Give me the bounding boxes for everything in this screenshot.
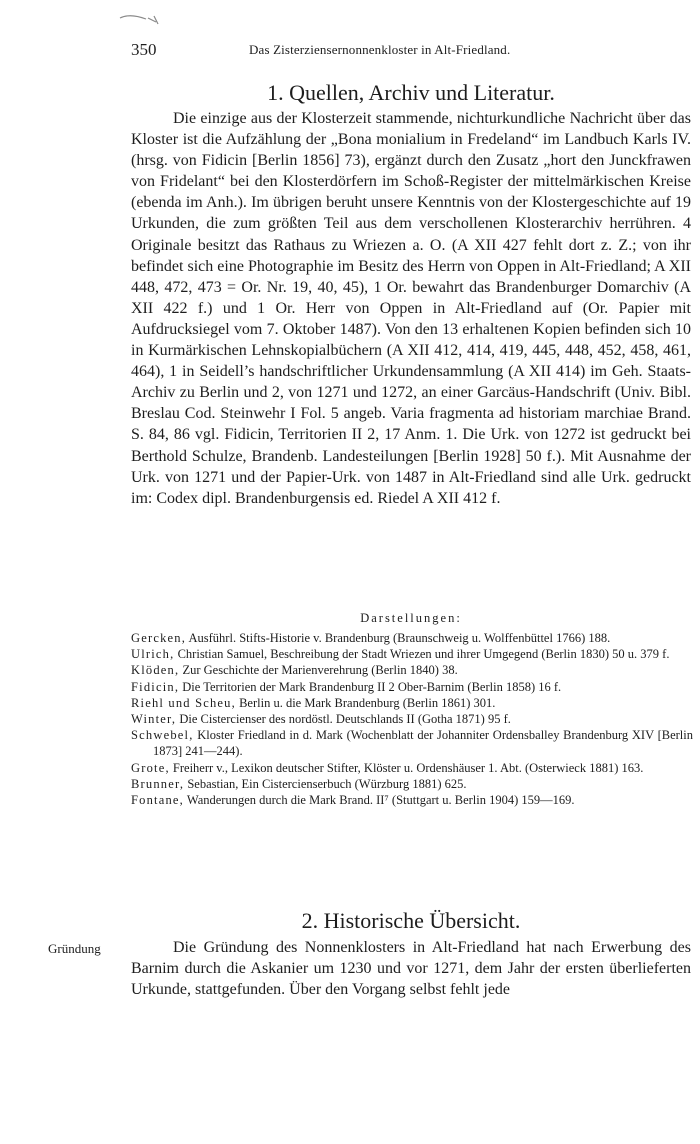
section-heading-sources: 1. Quellen, Archiv und Literatur. [267, 80, 555, 105]
bibliography-text: Ausführl. Stifts-Historie v. Brandenburg (Braunschweig u. Wolffenbüttel 1766) 188. [186, 631, 611, 645]
bibliography-author: Fontane, [131, 793, 184, 808]
bibliography-author: Brunner, [131, 776, 185, 791]
bibliography-author: Gercken, [131, 631, 187, 645]
margin-note-gruendung: Gründung [48, 941, 101, 956]
scan-smudge-mark [118, 10, 168, 28]
bibliography-text: Christian Samuel, Beschreibung der Stadt Wriezen und ihrer Umgegend (Berlin 1830) 50 u. 379 f. [174, 647, 670, 662]
bibliography-text: Freiherr v., Lexikon deutscher Stifter, Klöster u. Ordenshäuser 1. Abt. (Osterwieck 1881) 163. [169, 760, 644, 775]
bibliography-text: Berlin u. die Mark Brandenburg (Berlin 1861) 301. [235, 695, 496, 710]
bibliography-entry [131, 727, 693, 759]
bibliography-list [131, 630, 693, 808]
bibliography-entry [131, 662, 693, 678]
bibliography-entry [131, 760, 693, 776]
running-title: Das Zisterziensernonnenkloster in Alt-Friedland. [249, 42, 511, 57]
bibliography-entry [131, 679, 693, 695]
bibliography-author: Schwebel, [131, 728, 194, 743]
bibliography-author: Grote, [131, 760, 170, 775]
bibliography-entry [131, 630, 693, 646]
sources-paragraph [131, 108, 691, 509]
bibliography-author: Riehl und Scheu, [131, 695, 236, 710]
bibliography-entry [131, 695, 693, 711]
bibliography-text: Die Cistercienser des nordöstl. Deutschlands II (Gotha 1871) 95 f. [176, 712, 511, 727]
section-heading-history: 2. Historische Übersicht. [301, 908, 521, 933]
sources-paragraph-text: Die einzige aus der Klosterzeit stammende, nichturkundliche Nachricht über das Kloster ist die Aufzählung der „Bona monialium in Fredeland“ im Landbuch Karls IV. (hrsg. von Fidicin [Berlin 1856] 73), ergänzt durch den Zusatz „hort den Junckfrawen von Fridelant“ bei den Klosterdörfern im Schoß-Register der mittelmärkischen Kreise (ebenda im Anh.). Im übrigen beruht unsere Kenntnis von der Klostergeschichte auf 19 Urkunden, die zum größten Teil aus dem verschollenen Klosterarchiv herrühren. 4 Originale besitzt das Rathaus zu Wriezen a. O. (A XII 427 fehlt dort z. Z.; von ihr befindet sich eine Photographie im Besitz des Herrn von Oppen in Alt-Friedland; A XII 448, 472, 473 = Or. Nr. 19, 40, 45), 1 Or. bewahrt das Brandenburger Domarchiv (A XII 422 f.) und 1 Or. Herr von Oppen in Alt-Friedland auf (Or. Papier mit Aufdrucksiegel vom 7. Oktober 1487). Von den 13 erhaltenen Kopien befinden sich 10 in Kurmärkischen Lehnskopialbüchern (A XII 412, 414, 419, 445, 448, 452, 458, 461, 464), 1 in Seidell’s handschriftlicher Urkundensammlung (A XII 414) im Geh. Staats-Archiv zu Berlin und 2, von 1271 und 1272, an einer Garcäus-Handschrift (Univ. Bibl. Breslau Cod. Steinwehr I Fol. 5 angeb. Varia fragmenta ad historiam marchiae Brand. S. 84, 86 vgl. Fidicin, Territorien II 2, 17 Anm. 1. Die Urk. von 1272 ist gedruckt bei Berthold Schulze, Brandenb. Landesteilungen [Berlin 1928] 50 f.). Mit Ausnahme der Urk. von 1271 und der Papier-Urk. von 1487 in Alt-Friedland sind alle Urk. gedruckt im: Codex dipl. Brandenburgensis ed. Riedel A XII 412 f. [131, 110, 691, 507]
page-header [131, 40, 691, 60]
bibliography-entry [131, 711, 693, 727]
history-paragraph [131, 937, 691, 1000]
bibliography-text: Sebastian, Ein Cistercienserbuch (Würzburg 1881) 625. [184, 776, 467, 791]
bibliography-author: Fidicin, [131, 679, 180, 694]
bibliography-text: Kloster Friedland in d. Mark (Wochenblatt der Johanniter Ordensballey Brandenburg XIV [Berlin 1873] 241—244). [153, 728, 693, 759]
bibliography-entry [131, 646, 693, 662]
bibliography-author: Klöden, [131, 663, 180, 678]
history-paragraph-text: Die Gründung des Nonnenklosters in Alt-Friedland hat nach Erwerbung des Barnim durch die Askanier um 1230 und vor 1271, dem Jahr der ersten überlieferten Urkunde, stattgefunden. Über den Vorgang selbst fehlt jede [131, 939, 691, 999]
bibliography-entry [131, 776, 693, 792]
bibliography-text: Die Territorien der Mark Brandenburg II 2 Ober-Barnim (Berlin 1858) 16 f. [179, 679, 562, 694]
bibliography-author: Ulrich, [131, 647, 175, 662]
bibliography-text: Wanderungen durch die Mark Brand. II⁷ (Stuttgart u. Berlin 1904) 159—169. [184, 793, 575, 808]
darstellungen-heading: Darstellungen: [360, 611, 462, 625]
bibliography-author: Winter, [131, 712, 177, 727]
page-number: 350 [131, 40, 157, 59]
bibliography-text: Zur Geschichte der Marienverehrung (Berlin 1840) 38. [179, 663, 458, 678]
bibliography-entry [131, 792, 693, 808]
